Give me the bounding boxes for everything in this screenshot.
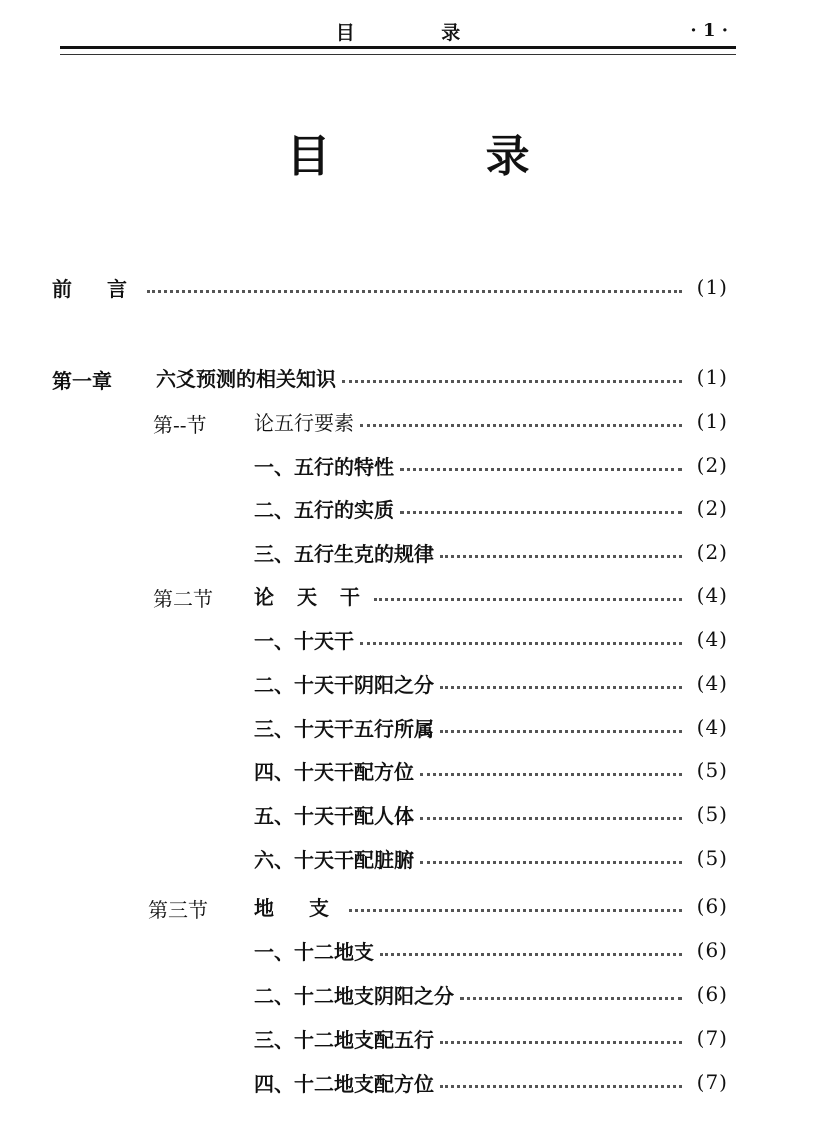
- leader-dots: [380, 933, 682, 956]
- leader-dots: [440, 1021, 682, 1044]
- toc-entry-label: 二、十二地支阴阳之分: [254, 983, 454, 1008]
- toc-entry-page: (1): [696, 365, 728, 389]
- header-page-number: · 1 ·: [690, 20, 728, 41]
- leader-dots: [400, 448, 682, 471]
- toc-entry-item: [254, 935, 728, 965]
- toc-entry-item: [254, 979, 728, 1009]
- leader-dots: [400, 491, 682, 514]
- leader-dots: [440, 710, 682, 733]
- toc-entry-page: (6): [696, 938, 728, 962]
- toc-entry-page: (2): [696, 496, 728, 520]
- leader-dots: [374, 578, 682, 601]
- toc-entry-item: [254, 799, 728, 829]
- toc-entry-page: (7): [696, 1070, 728, 1094]
- toc-entry-label: 前 言: [52, 276, 141, 301]
- toc-entry-page: (1): [696, 409, 728, 433]
- leader-dots: [420, 797, 682, 820]
- toc-entry-item: [254, 1067, 728, 1097]
- toc-entry-page: (1): [696, 275, 728, 299]
- toc-entry-label: 六爻预测的相关知识: [156, 366, 336, 391]
- toc-entry-label: 二、五行的实质: [254, 497, 394, 522]
- toc-entry-label: 论五行要素: [254, 410, 354, 435]
- toc-entry-label: 一、十二地支: [254, 939, 374, 964]
- section-number: 第--节: [153, 413, 207, 437]
- leader-dots: [349, 889, 682, 912]
- toc-entry-page: (4): [696, 583, 728, 607]
- header-rule-thin: [60, 54, 736, 55]
- leader-dots: [360, 622, 682, 645]
- running-header: [60, 18, 736, 62]
- toc-entry-page: (4): [696, 671, 728, 695]
- toc-entry-label: 四、十天干配方位: [254, 759, 414, 784]
- toc-entry-item: [254, 450, 728, 480]
- toc-entry-page: (5): [696, 846, 728, 870]
- toc-entry-item: [254, 493, 728, 523]
- toc-entry-label: 论 天 干: [254, 584, 368, 609]
- toc-entry-item: [254, 755, 728, 785]
- toc-entry-preface: [52, 272, 728, 302]
- toc-entry-page: (4): [696, 715, 728, 739]
- toc-entry-label: 一、五行的特性: [254, 454, 394, 479]
- toc-entry-item: [254, 712, 728, 742]
- leader-dots: [420, 841, 682, 864]
- leader-dots: [360, 404, 682, 427]
- header-rule-thick: [60, 46, 736, 49]
- toc-entry-page: (6): [696, 982, 728, 1006]
- toc-entry-page: (4): [696, 627, 728, 651]
- toc-entry-label: 六、十天干配脏腑: [254, 847, 414, 872]
- leader-dots: [342, 360, 682, 383]
- leader-dots: [460, 977, 682, 1000]
- toc-entry-label: 地 支: [254, 895, 343, 920]
- leader-dots: [440, 666, 682, 689]
- leader-dots: [420, 753, 682, 776]
- toc-entry-label: 四、十二地支配方位: [254, 1071, 434, 1096]
- toc-entry-label: 五、十天干配人体: [254, 803, 414, 828]
- toc-entry-label: 三、十天干五行所属: [254, 716, 434, 741]
- toc-entry-page: (2): [696, 540, 728, 564]
- toc-entry-item: [254, 537, 728, 567]
- toc-entry-item: [254, 1023, 728, 1053]
- toc-entry-item: [254, 843, 728, 873]
- toc-entry-page: (2): [696, 453, 728, 477]
- toc-entry-page: (5): [696, 802, 728, 826]
- section-number: 第三节: [148, 898, 208, 922]
- running-title: 目 录: [335, 22, 501, 44]
- toc-entry-page: (7): [696, 1026, 728, 1050]
- toc-entry-label: 三、十二地支配五行: [254, 1027, 434, 1052]
- toc-entry-section: [254, 406, 728, 436]
- toc-entry-page: (5): [696, 758, 728, 782]
- toc-entry-section: [254, 580, 728, 610]
- toc-entry-page: (6): [696, 894, 728, 918]
- leader-dots: [440, 535, 682, 558]
- toc-entry-item: [254, 668, 728, 698]
- toc-entry-label: 三、五行生克的规律: [254, 541, 434, 566]
- leader-dots: [147, 270, 682, 293]
- chapter-number: 第一章: [52, 369, 112, 393]
- toc-entry-chapter: [156, 362, 728, 392]
- toc-entry-item: [254, 624, 728, 654]
- page-title: 目 录: [286, 131, 600, 182]
- leader-dots: [440, 1065, 682, 1088]
- section-number: 第二节: [153, 587, 213, 611]
- toc-entry-label: 二、十天干阴阳之分: [254, 672, 434, 697]
- toc-entry-label: 一、十天干: [254, 628, 354, 653]
- toc-entry-section: [254, 891, 728, 921]
